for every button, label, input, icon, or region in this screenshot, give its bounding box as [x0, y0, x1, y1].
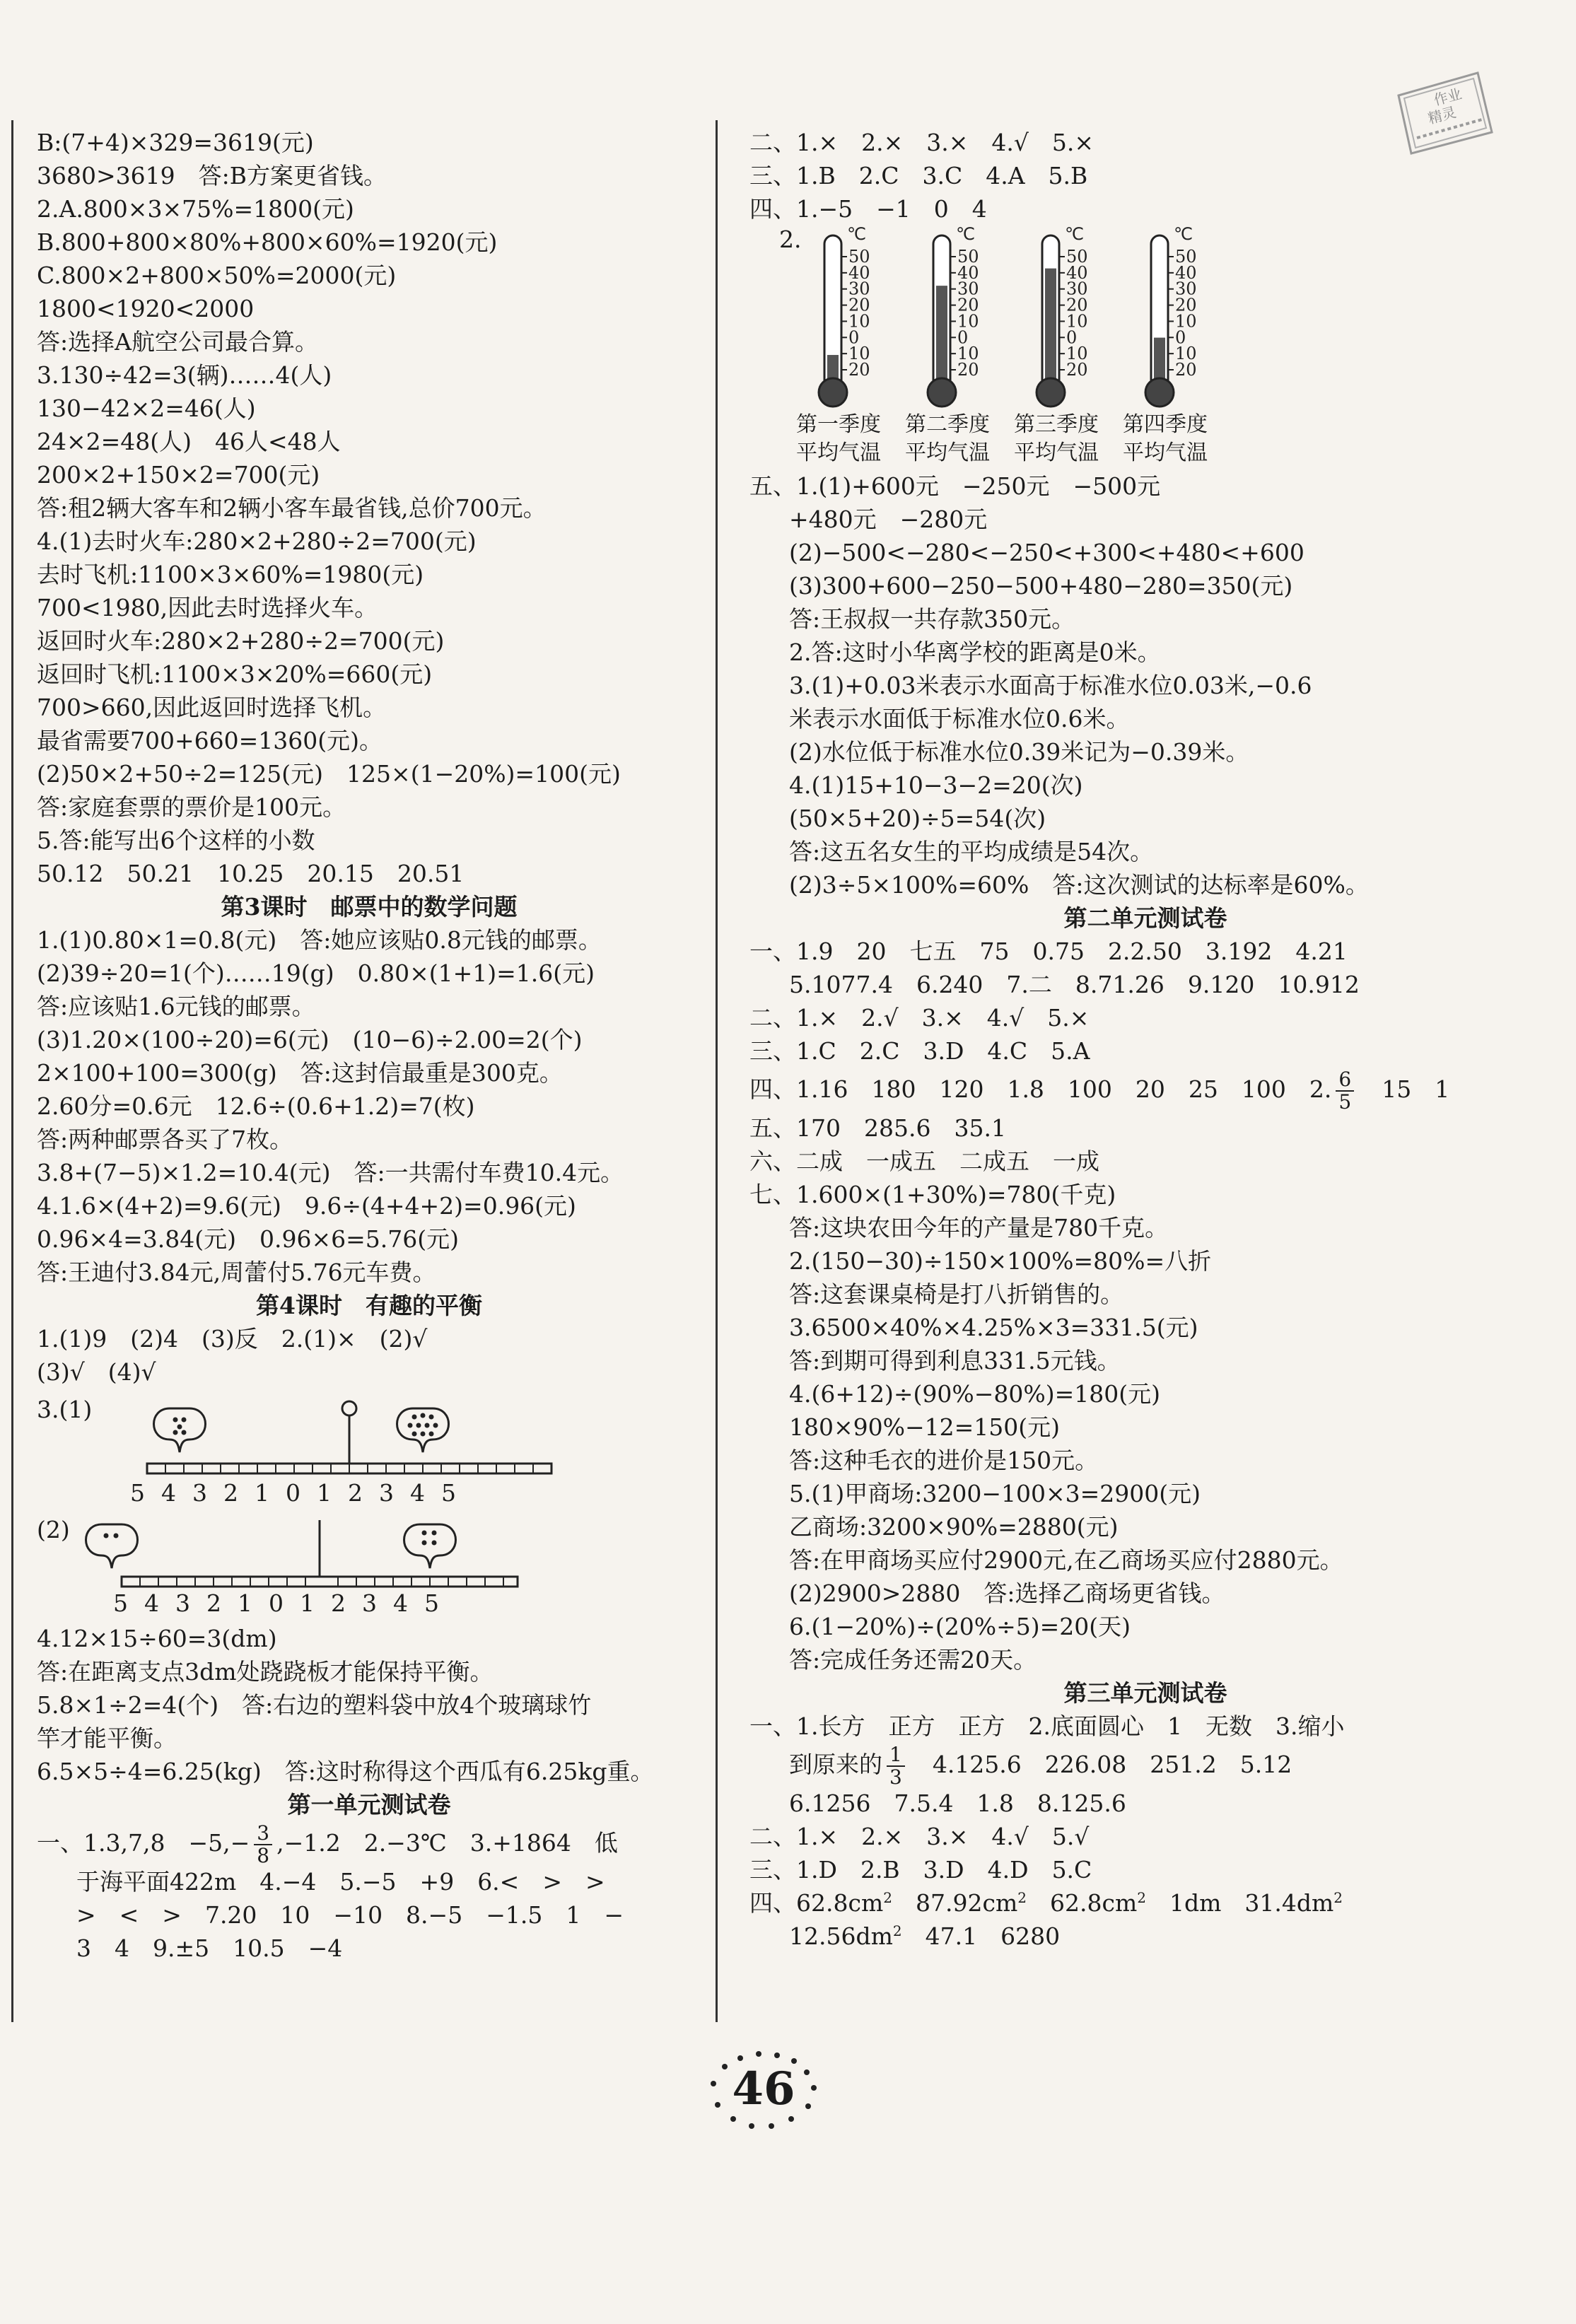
svg-text:作业: 作业 [1432, 85, 1464, 109]
right-lines-b [749, 469, 1541, 901]
text-line: 4.1.6×(4+2)=9.6(元) 9.6÷(4+4+2)=0.96(元) [37, 1192, 576, 1220]
text-line: 答:这套课桌椅是打八折销售的。 [789, 1280, 1124, 1308]
scale-numbers-1 [37, 1479, 701, 1510]
page-number: 46 [732, 2062, 795, 2115]
thermometer-tick-label: 0 [1175, 327, 1186, 348]
thermometer-tick-label: 20 [957, 295, 979, 315]
superscript: 2 [1137, 1889, 1146, 1906]
fraction [254, 1823, 272, 1867]
text-line: 0.96×4=3.84(元) 0.96×6=5.76(元) [37, 1225, 459, 1253]
scale-number: 5 [424, 1589, 439, 1617]
text-line: 三、1.B 2.C 3.C 4.A 5.B [749, 162, 1088, 189]
thermometer-tick-label: 20 [848, 295, 870, 315]
thermometer-caption-quarter: 第一季度 [796, 412, 881, 437]
text-line: 2×100+100=300(g) 答:这封信最重是300克。 [37, 1059, 563, 1087]
thermometer-bulb [1037, 378, 1065, 407]
text-line: 5.1077.4 6.240 7.二 8.71.26 9.120 10.912 [789, 971, 1360, 998]
thermometer-tick-label: 20 [1175, 360, 1197, 380]
text-line: C.800×2+800×50%=2000(元) [37, 262, 397, 289]
text-line: (2)−500<−280<−250<+300<+480<+600 [789, 539, 1304, 566]
thermometer-caption-label: 平均气温 [1014, 440, 1099, 465]
lever-drawing-2 [65, 1516, 560, 1601]
thermometer-bulb [1145, 378, 1174, 407]
bag-right-icon [404, 1524, 456, 1568]
scale-number: 5 [441, 1479, 456, 1507]
text-line: (3)1.20×(100÷20)=6(元) (10−6)÷2.00=2(个) [37, 1026, 583, 1053]
text-line: 答:在甲商场买应付2900元,在乙商场买应付2880元。 [789, 1546, 1343, 1574]
text-line: 答:王迪付3.84元,周蕾付5.76元车费。 [37, 1259, 436, 1286]
thermometer-caption [789, 411, 888, 467]
thermometer-tick-label: 10 [1066, 311, 1088, 332]
scale-number: 4 [410, 1479, 425, 1507]
thermometer-unit: ℃ [1174, 226, 1193, 244]
thermometer-tick-label: 10 [957, 344, 979, 364]
thermometer-tick-label: 20 [1066, 295, 1088, 315]
thermometer-tick-label: 40 [848, 262, 870, 283]
text-line: 1.(1)0.80×1=0.8(元) 答:她应该贴0.8元钱的邮票。 [37, 926, 602, 954]
text-line: 三、1.D 2.B 3.D 4.D 5.C [749, 1856, 1092, 1884]
left-lines-b [37, 923, 701, 1289]
thermometer-fill [936, 286, 947, 390]
text-line: 竿才能平衡。 [37, 1724, 177, 1752]
right-column [749, 126, 1541, 1953]
thermometer-tick-label: 40 [1066, 262, 1088, 283]
text-line: (2)3÷5×100%=60% 答:这次测试的达标率是60%。 [789, 871, 1369, 899]
scale-number: 4 [144, 1589, 159, 1617]
unit2-si-line [749, 1068, 1541, 1114]
thermometer-tick-label: 10 [1175, 344, 1197, 364]
scale-number: 2 [348, 1479, 363, 1507]
text-line: 700<1980,因此去时选择火车。 [37, 594, 378, 621]
thermometer-caption-quarter: 第三季度 [1014, 412, 1099, 437]
text-line: 最省需要700+660=1360(元)。 [37, 727, 383, 754]
text-line: 返回时火车:280×2+280÷2=700(元) [37, 627, 445, 655]
text-segment: 4.125.6 226.08 251.2 5.12 [909, 1751, 1292, 1778]
text-line: B.800+800×80%+800×60%=1920(元) [37, 228, 498, 256]
denominator: 8 [257, 1844, 270, 1867]
text-line: 2.A.800×3×75%=1800(元) [37, 195, 354, 223]
text-line: 答:家庭套票的票价是100元。 [37, 793, 346, 821]
label-2: 2. [779, 226, 802, 253]
unit3-last-line [749, 1920, 1541, 1953]
left-lines-d [37, 1622, 701, 1788]
scale-number: 3 [192, 1479, 207, 1507]
text-line: 5.答:能写出6个这样的小数 [37, 827, 315, 854]
thermometer-tick-label: 30 [957, 279, 979, 299]
thermometer-tick-label: 30 [1066, 279, 1088, 299]
text-line: 米表示水面低于标准水位0.6米。 [789, 705, 1130, 732]
text-line: 700>660,因此返回时选择飞机。 [37, 694, 387, 721]
scale-number: 2 [331, 1589, 346, 1617]
thermometer-tick-label: 0 [1066, 327, 1078, 348]
text-line: 4.(1)去时火车:280×2+280÷2=700(元) [37, 527, 477, 555]
unit1-line-1 [37, 1821, 701, 1865]
text-segment: 47.1 6280 [901, 1922, 1061, 1950]
text-line: 六、二成 一成五 二成五 一成 [749, 1148, 1099, 1175]
thermometer-tick-label: 10 [1066, 344, 1088, 364]
section-heading-lesson-3: 第3课时 邮票中的数学问题 [221, 893, 518, 921]
scale-number: 3 [175, 1589, 190, 1617]
numerator: 3 [254, 1823, 272, 1845]
thermometer-tick-label: 40 [1175, 262, 1197, 283]
scale-number: 3 [362, 1589, 377, 1617]
thermometer-caption-quarter: 第二季度 [905, 412, 990, 437]
lever-diagram-1 [37, 1389, 701, 1516]
text-line: (2)2900>2880 答:选择乙商场更省钱。 [789, 1579, 1225, 1607]
text-line: +480元 −280元 [789, 506, 988, 533]
text-line: 答:到期可得到利息331.5元钱。 [789, 1347, 1121, 1374]
text-line: 2.60分=0.6元 12.6÷(0.6+1.2)=7(枚) [37, 1092, 475, 1120]
thermometer-tick-label: 10 [1175, 311, 1197, 332]
thermometer-caption [1116, 411, 1215, 467]
text-line: 七、1.600×(1+30%)=780(千克) [749, 1181, 1116, 1208]
text-line: 1.(1)9 (2)4 (3)反 2.(1)× (2)√ [37, 1325, 428, 1353]
text-line: (2)水位低于标准水位0.39米记为−0.39米。 [789, 738, 1249, 766]
unit3-si-line [749, 1886, 1541, 1920]
section-heading-unit-3: 第三单元测试卷 [1063, 1679, 1227, 1707]
text-line: 6.1256 7.5.4 1.8 8.125.6 [789, 1789, 1126, 1817]
text-line: 二、1.× 2.√ 3.× 4.√ 5.× [749, 1004, 1090, 1032]
text-line: 乙商场:3200×90%=2880(元) [789, 1513, 1119, 1541]
left-margin-rule [11, 120, 13, 2022]
text-line: 答:在距离支点3dm处跷跷板才能保持平衡。 [37, 1658, 494, 1686]
section-heading-unit-1: 第一单元测试卷 [287, 1791, 451, 1818]
text-line: 于海平面422m 4.−4 5.−5 +9 6.< > > [76, 1868, 605, 1896]
text-line: 2.答:这时小华离学校的距离是0米。 [789, 638, 1161, 666]
text-line: 四、1.−5 −1 0 4 [749, 195, 987, 223]
numerator: 1 [887, 1744, 905, 1767]
text-segment: 87.92cm [892, 1889, 1018, 1917]
right-lines-d [749, 1111, 1541, 1676]
thermometer-icon [799, 226, 905, 409]
thermometer-unit: ℃ [956, 226, 975, 244]
text-line: (2)50×2+50÷2=125(元) 125×(1−20%)=100(元) [37, 760, 621, 788]
fraction [887, 1744, 905, 1788]
text-segment: 四、1.16 180 120 1.8 100 20 25 100 2. [749, 1075, 1332, 1103]
denominator: 3 [889, 1765, 902, 1789]
thermometer-tick-label: 50 [848, 247, 870, 267]
text-line: 5.(1)甲商场:3200−100×3=2900(元) [789, 1480, 1201, 1507]
thermometer-tick-label: 0 [957, 327, 969, 348]
pivot-hook-icon [342, 1401, 356, 1415]
text-line: 1800<1920<2000 [37, 295, 255, 322]
thermometer-fill [1045, 269, 1056, 390]
text-line: 180×90%−12=150(元) [789, 1413, 1061, 1441]
scale-number: 5 [130, 1479, 145, 1507]
text-segment: 62.8cm [1026, 1889, 1138, 1917]
text-line: 二、1.× 2.× 3.× 4.√ 5.× [749, 129, 1095, 156]
text-line: (3)300+600−250−500+480−280=350(元) [789, 572, 1293, 600]
text-line: 3.6500×40%×4.25%×3=331.5(元) [789, 1314, 1198, 1341]
lever-diagram-2 [37, 1516, 701, 1622]
text-line: 6.5×5÷4=6.25(kg) 答:这时称得这个西瓜有6.25kg重。 [37, 1758, 654, 1785]
superscript: 2 [892, 1922, 902, 1939]
thermometer-diagram [749, 226, 1541, 469]
label-3-1: 3.(1) [37, 1396, 93, 1423]
thermometer-tick-label: 10 [848, 311, 870, 332]
text-line: (3)√ (4)√ [37, 1358, 156, 1386]
text-line: 4.(1)15+10−3−2=20(次) [789, 771, 1083, 799]
text-line: 答:这种毛衣的进价是150元。 [789, 1447, 1099, 1474]
text-line: 答:应该贴1.6元钱的邮票。 [37, 993, 315, 1020]
bag-left-icon [154, 1408, 206, 1452]
bag-left-icon [86, 1524, 138, 1568]
label-2: (2) [37, 1516, 70, 1543]
page-number-badge [696, 2047, 831, 2132]
scale-numbers-2 [37, 1589, 701, 1621]
thermometer-unit: ℃ [1065, 226, 1084, 244]
thermometer-tick-label: 30 [848, 279, 870, 299]
scale-number: 4 [393, 1589, 408, 1617]
thermometer-caption-label: 平均气温 [905, 440, 990, 465]
text-line: 24×2=48(人) 46人<48人 [37, 428, 341, 455]
thermometer-caption-quarter: 第四季度 [1123, 412, 1208, 437]
fraction [1336, 1069, 1354, 1113]
thermometer-tick-label: 20 [1066, 360, 1088, 380]
section-heading-lesson-4: 第4课时 有趣的平衡 [256, 1292, 482, 1319]
text-line: 3680>3619 答:B方案更省钱。 [37, 162, 387, 189]
thermometer-tick-label: 50 [957, 247, 979, 267]
thermometer-icon [1126, 226, 1232, 409]
text-line: 5.8×1÷2=4(个) 答:右边的塑料袋中放4个玻璃球竹 [37, 1691, 592, 1719]
text-line: 3 4 9.±5 10.5 −4 [76, 1934, 343, 1962]
text-line: 答:选择A航空公司最合算。 [37, 328, 318, 356]
thermometer-tick-label: 10 [957, 311, 979, 332]
text-line: 五、170 285.6 35.1 [749, 1114, 1006, 1142]
text-line: 一、1.长方 正方 正方 2.底面圆心 1 无数 3.缩小 [749, 1712, 1345, 1740]
svg-text:精灵: 精灵 [1426, 103, 1458, 127]
denominator: 5 [1338, 1090, 1352, 1114]
text-line: 三、1.C 2.C 3.D 4.C 5.A [749, 1037, 1090, 1065]
numerator: 6 [1336, 1069, 1354, 1092]
thermometer-bulb [928, 378, 956, 407]
thermometer-tick-label: 20 [1175, 295, 1197, 315]
text-line: 答:王叔叔一共存款350元。 [789, 605, 1075, 633]
scale-number: 1 [238, 1589, 252, 1617]
superscript: 2 [883, 1889, 892, 1906]
thermometer-icon [908, 226, 1014, 409]
text-line: 50.12 50.21 10.25 20.15 20.51 [37, 860, 465, 887]
text-segment: 到原来的 [789, 1751, 882, 1778]
scale-number: 3 [379, 1479, 394, 1507]
text-segment: 四、62.8cm [749, 1889, 884, 1917]
text-line: 五、1.(1)+600元 −250元 −500元 [749, 472, 1161, 500]
text-line: 二、1.× 2.× 3.× 4.√ 5.√ [749, 1823, 1090, 1850]
superscript: 2 [1333, 1889, 1343, 1906]
left-lines-a [37, 126, 701, 890]
text-line: 去时飞机:1100×3×60%=1980(元) [37, 561, 424, 588]
scale-number: 0 [269, 1589, 284, 1617]
text-line: 答:租2辆大客车和2辆小客车最省钱,总价700元。 [37, 494, 547, 522]
left-column [37, 126, 701, 1965]
scale-number: 0 [286, 1479, 300, 1507]
thermometer-caption-label: 平均气温 [1123, 440, 1208, 465]
thermometer-tick-label: 50 [1066, 247, 1088, 267]
thermometer-icon [1017, 226, 1123, 409]
unit3-line-2 [749, 1743, 1541, 1787]
thermometer-tick-label: 20 [957, 360, 979, 380]
thermometer-tick-label: 40 [957, 262, 979, 283]
text-line: 200×2+150×2=700(元) [37, 461, 320, 489]
thermometer-tick-label: 50 [1175, 247, 1197, 267]
text-line: > < > 7.20 10 −10 8.−5 −1.5 1 − [76, 1901, 624, 1929]
superscript: 2 [1017, 1889, 1027, 1906]
text-segment: ,−1.2 2.−3℃ 3.+1864 低 [276, 1829, 618, 1857]
thermometer-tick-label: 10 [848, 344, 870, 364]
text-segment: 1dm 31.4dm [1145, 1889, 1334, 1917]
thermometer-caption [898, 411, 997, 467]
column-divider [716, 120, 718, 2022]
text-line: 4.12×15÷60=3(dm) [37, 1625, 277, 1652]
text-line: 3.130÷42=3(辆)……4(人) [37, 361, 332, 389]
text-line: 3.8+(7−5)×1.2=10.4(元) 答:一共需付车费10.4元。 [37, 1159, 624, 1186]
text-line: 3.(1)+0.03米表示水面高于标准水位0.03米,−0.6 [789, 672, 1312, 699]
text-line: 答:完成任务还需20天。 [789, 1646, 1037, 1674]
text-line: 答:两种邮票各买了7枚。 [37, 1126, 293, 1153]
text-segment: 12.56dm [789, 1922, 893, 1950]
scale-number: 1 [255, 1479, 269, 1507]
text-line: 4.(6+12)÷(90%−80%)=180(元) [789, 1380, 1161, 1408]
section-heading-unit-2: 第二单元测试卷 [1063, 904, 1227, 932]
text-line: 2.(150−30)÷150×100%=80%=八折 [789, 1247, 1212, 1275]
scale-number: 2 [223, 1479, 238, 1507]
text-line: 一、1.9 20 七五 75 0.75 2.2.50 3.192 4.21 [749, 938, 1348, 965]
text-line: (2)39÷20=1(个)……19(g) 0.80×(1+1)=1.6(元) [37, 959, 595, 987]
thermometer-unit: ℃ [847, 226, 866, 244]
thermometer-tick-label: 0 [848, 327, 860, 348]
thermometer-bulb [819, 378, 847, 407]
text-line: 答:这五名女生的平均成绩是54次。 [789, 838, 1154, 865]
text-segment: 15 1 [1358, 1075, 1450, 1103]
scale-number: 1 [317, 1479, 332, 1507]
text-line: (50×5+20)÷5=54(次) [789, 805, 1046, 832]
text-line: 6.(1−20%)÷(20%÷5)=20(天) [789, 1613, 1131, 1640]
scale-number: 1 [300, 1589, 315, 1617]
thermometer-tick-label: 20 [848, 360, 870, 380]
thermometer-caption [1007, 411, 1106, 467]
text-line: 答:这块农田今年的产量是780千克。 [789, 1214, 1169, 1242]
text-line: B:(7+4)×329=3619(元) [37, 129, 314, 156]
thermometer-tick-label: 30 [1175, 279, 1197, 299]
scale-number: 2 [206, 1589, 221, 1617]
scale-number: 4 [161, 1479, 176, 1507]
text-line: 130−42×2=46(人) [37, 395, 256, 422]
text-line: 返回时飞机:1100×3×20%=660(元) [37, 660, 433, 688]
text-segment: 一、1.3,7,8 −5,− [37, 1829, 250, 1857]
thermometer-caption-label: 平均气温 [796, 440, 881, 465]
scale-number: 5 [113, 1589, 128, 1617]
